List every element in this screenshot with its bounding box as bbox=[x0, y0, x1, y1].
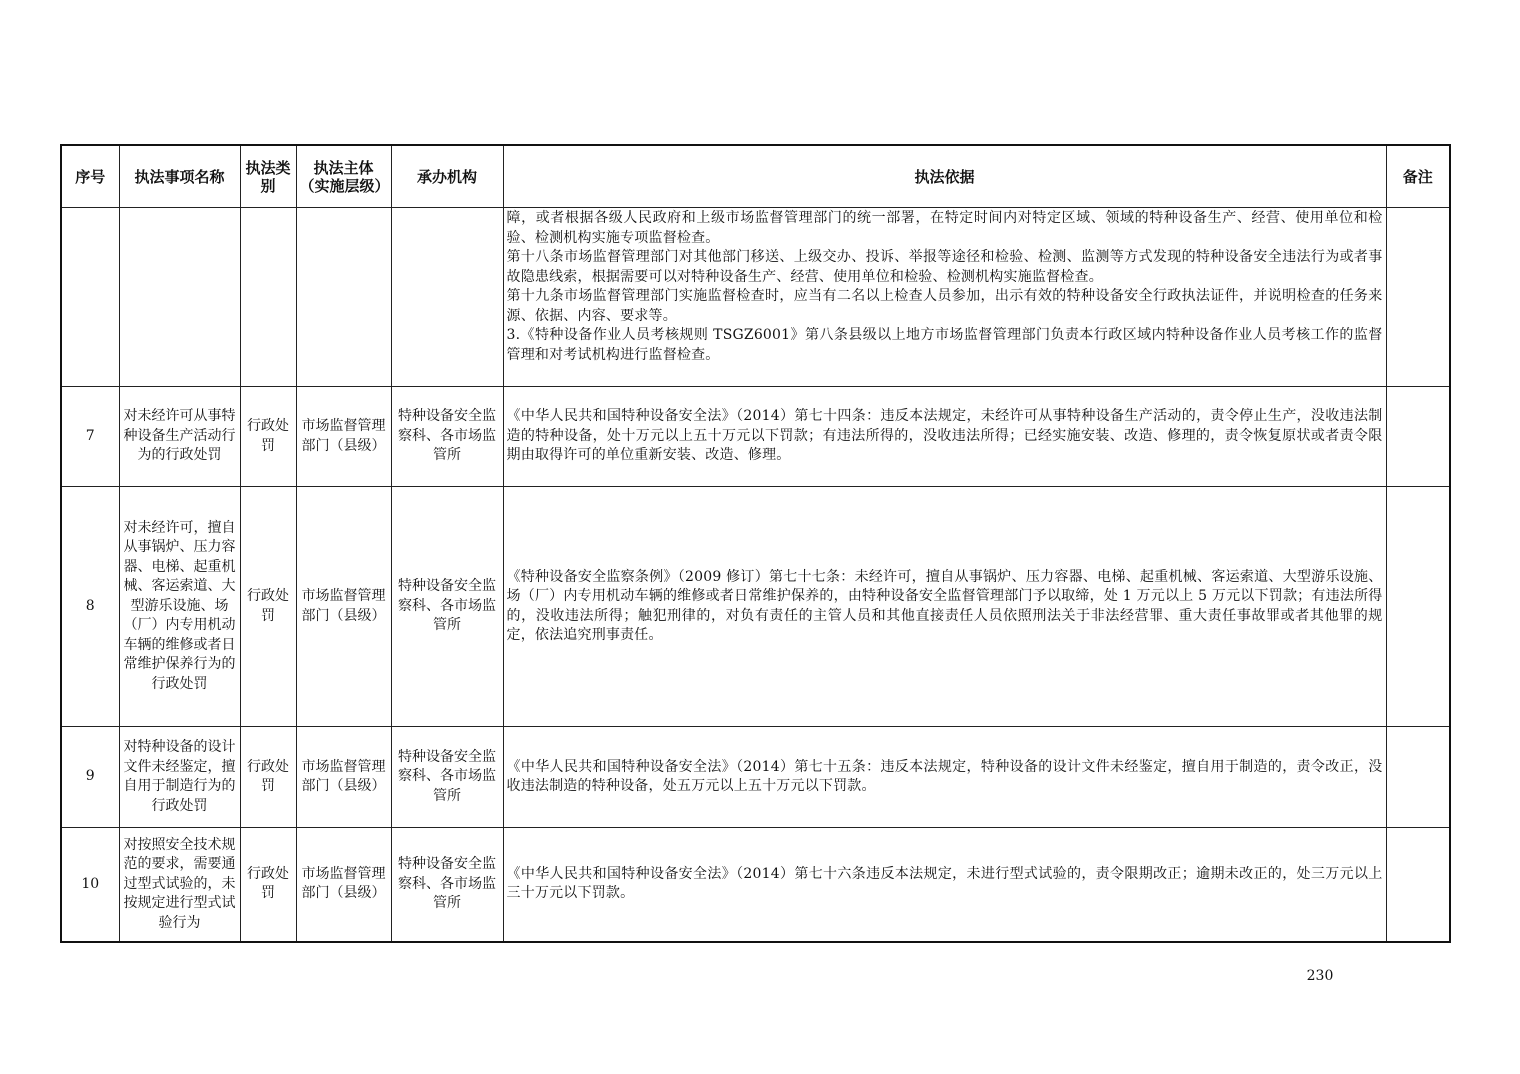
enforcement-items-table bbox=[60, 144, 1451, 943]
continuation-row bbox=[61, 208, 1450, 387]
row-name: 对未经许可从事特种设备生产活动行为的行政处罚 bbox=[119, 387, 240, 487]
header-org: 承办机构 bbox=[391, 145, 503, 208]
row-name: 对未经许可，擅自从事锅炉、压力容器、电梯、起重机械、客运索道、大型游乐设施、场（厂）内专用机动车辆的维修或者日常维护保养行为的行政处罚 bbox=[119, 487, 240, 727]
continuation-name bbox=[119, 208, 240, 387]
continuation-note bbox=[1386, 208, 1450, 387]
page-number: 230 bbox=[1306, 968, 1334, 984]
basis-paragraph: 第十九条市场监督管理部门实施监督检查时，应当有二名以上检查人员参加，出示有效的特种设备安全行政执法证件，并说明检查的任务来源、依据、内容、要求等。 bbox=[506, 288, 1383, 324]
continuation-category bbox=[240, 208, 296, 387]
continuation-org bbox=[391, 208, 503, 387]
table-row bbox=[61, 387, 1450, 487]
row-basis: 《中华人民共和国特种设备安全法》（2014）第七十六条违反本法规定，未进行型式试验的，责令限期改正；逾期未改正的，处三万元以上三十万元以下罚款。 bbox=[503, 828, 1386, 942]
row-note bbox=[1386, 727, 1450, 828]
row-no: 9 bbox=[61, 727, 119, 828]
header-subject: 执法主体（实施层级） bbox=[296, 145, 391, 208]
row-org: 特种设备安全监察科、各市场监管所 bbox=[391, 727, 503, 828]
row-org: 特种设备安全监察科、各市场监管所 bbox=[391, 828, 503, 942]
continuation-subject bbox=[296, 208, 391, 387]
row-note bbox=[1386, 828, 1450, 942]
table-row bbox=[61, 727, 1450, 828]
header-category: 执法类别 bbox=[240, 145, 296, 208]
header-name: 执法事项名称 bbox=[119, 145, 240, 208]
row-category: 行政处罚 bbox=[240, 487, 296, 727]
row-org: 特种设备安全监察科、各市场监管所 bbox=[391, 487, 503, 727]
row-note bbox=[1386, 387, 1450, 487]
header-note: 备注 bbox=[1386, 145, 1450, 208]
basis-paragraph: 障，或者根据各级人民政府和上级市场监督管理部门的统一部署，在特定时间内对特定区域、领域的特种设备生产、经营、使用单位和检验、检测机构实施专项监督检查。 bbox=[506, 210, 1383, 246]
row-basis: 《中华人民共和国特种设备安全法》（2014）第七十五条：违反本法规定，特种设备的设计文件未经鉴定，擅自用于制造的，责令改正，没收违法制造的特种设备，处五万元以上五十万元以下罚款。 bbox=[503, 727, 1386, 828]
row-subject: 市场监督管理部门（县级） bbox=[296, 727, 391, 828]
basis-paragraph: 3.《特种设备作业人员考核规则 TSGZ6001》第八条县级以上地方市场监督管理部门负责本行政区域内特种设备作业人员考核工作的监督管理和对考试机构进行监督检查。 bbox=[506, 327, 1383, 363]
row-no: 7 bbox=[61, 387, 119, 487]
row-note bbox=[1386, 487, 1450, 727]
row-name: 对按照安全技术规范的要求，需要通过型式试验的，未按规定进行型式试验行为 bbox=[119, 828, 240, 942]
basis-paragraph: 第十八条市场监督管理部门对其他部门移送、上级交办、投诉、举报等途径和检验、检测、监测等方式发现的特种设备安全违法行为或者事故隐患线索，根据需要可以对特种设备生产、经营、使用单位和检验、检测机构实施监督检查。 bbox=[506, 249, 1383, 285]
row-basis: 《特种设备安全监察条例》（2009 修订）第七十七条：未经许可，擅自从事锅炉、压力容器、电梯、起重机械、客运索道、大型游乐设施、场（厂）内专用机动车辆的维修或者日常维护保养的，由特种设备安全监督管理部门予以取缔，处 1 万元以上 5 万元以下罚款；有违法所得的，没收违法所得；触犯刑律的，对负有责任的主管人员和其他直接责任人员依照刑法关于非法经营罪、重大责任事故罪或者其他罪的规定，依法追究刑事责任。 bbox=[503, 487, 1386, 727]
table-row bbox=[61, 828, 1450, 942]
header-basis: 执法依据 bbox=[503, 145, 1386, 208]
row-no: 8 bbox=[61, 487, 119, 727]
row-category: 行政处罚 bbox=[240, 727, 296, 828]
row-category: 行政处罚 bbox=[240, 828, 296, 942]
row-subject: 市场监督管理部门（县级） bbox=[296, 828, 391, 942]
row-basis: 《中华人民共和国特种设备安全法》（2014）第七十四条：违反本法规定，未经许可从事特种设备生产活动的，责令停止生产，没收违法制造的特种设备，处十万元以上五十万元以下罚款；有违法所得的，没收违法所得；已经实施安装、改造、修理的，责令恢复原状或者责令限期由取得许可的单位重新安装、改造、修理。 bbox=[503, 387, 1386, 487]
row-name: 对特种设备的设计文件未经鉴定，擅自用于制造行为的行政处罚 bbox=[119, 727, 240, 828]
row-no: 10 bbox=[61, 828, 119, 942]
row-category: 行政处罚 bbox=[240, 387, 296, 487]
continuation-basis bbox=[503, 208, 1386, 387]
row-subject: 市场监督管理部门（县级） bbox=[296, 387, 391, 487]
row-org: 特种设备安全监察科、各市场监管所 bbox=[391, 387, 503, 487]
table-row bbox=[61, 487, 1450, 727]
header-row bbox=[61, 145, 1450, 208]
row-subject: 市场监督管理部门（县级） bbox=[296, 487, 391, 727]
header-no: 序号 bbox=[61, 145, 119, 208]
continuation-no bbox=[61, 208, 119, 387]
